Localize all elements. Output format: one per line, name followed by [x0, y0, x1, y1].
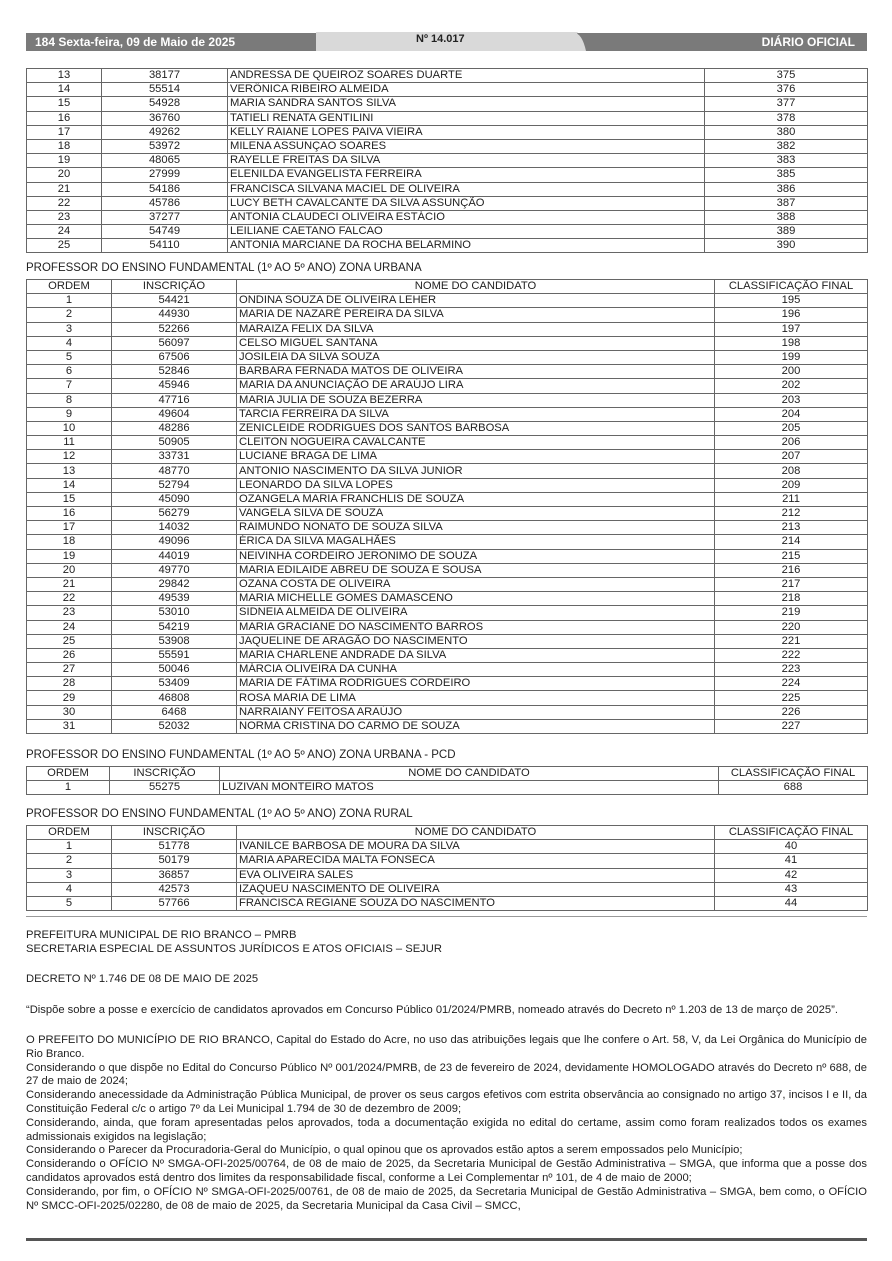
cell-inscricao: 46808 [112, 691, 237, 705]
cell-nome: LUCY BETH CAVALCANTE DA SILVA ASSUNÇÃO [228, 196, 705, 210]
cell-classificacao: 221 [715, 634, 868, 648]
cell-nome: KELLY RAIANE LOPES PAIVA VIEIRA [228, 125, 705, 139]
decree-summary [26, 1004, 867, 1018]
section-title-urbana: PROFESSOR DO ENSINO FUNDAMENTAL (1º AO 5º ANO) ZONA URBANA [26, 262, 422, 274]
cell-inscricao: 49604 [112, 407, 237, 421]
cell-nome: ANTONIA MARCIANE DA ROCHA BELARMINO [228, 239, 705, 253]
cell-inscricao: 54219 [112, 620, 237, 634]
cell-nome: MÁRCIA OLIVEIRA DA CUNHA [237, 663, 715, 677]
cell-ordem: 4 [27, 336, 112, 350]
table-row [27, 407, 868, 421]
cell-nome: OZANA COSTA DE OLIVEIRA [237, 577, 715, 591]
col-classificacao: CLASSIFICAÇÃO FINAL [715, 826, 868, 840]
cell-inscricao: 38177 [102, 69, 228, 83]
section-title-rural: PROFESSOR DO ENSINO FUNDAMENTAL (1º AO 5º ANO) ZONA RURAL [26, 808, 413, 820]
table-row [27, 322, 868, 336]
cell-classificacao: 208 [715, 464, 868, 478]
cell-inscricao: 53908 [112, 634, 237, 648]
cell-ordem: 1 [27, 840, 112, 854]
cell-inscricao: 52032 [112, 719, 237, 733]
cell-classificacao: 198 [715, 336, 868, 350]
col-ordem: ORDEM [27, 280, 112, 294]
cell-classificacao: 390 [705, 239, 868, 253]
table-row [27, 896, 868, 910]
table-row [27, 225, 868, 239]
cell-nome: IZAQUEU NASCIMENTO DE OLIVEIRA [237, 882, 715, 896]
cell-ordem: 10 [27, 421, 112, 435]
cell-classificacao: 213 [715, 521, 868, 535]
org-line-2: SECRETARIA ESPECIAL DE ASSUNTOS JURÍDICOS E ATOS OFICIAIS – SEJUR [26, 942, 442, 955]
table-row [27, 563, 868, 577]
cell-nome: VERÔNICA RIBEIRO ALMEIDA [228, 83, 705, 97]
col-classificacao: CLASSIFICAÇÃO FINAL [719, 767, 868, 781]
cell-ordem: 17 [27, 521, 112, 535]
cell-classificacao: 382 [705, 139, 868, 153]
cell-nome: SIDNEIA ALMEIDA DE OLIVEIRA [237, 606, 715, 620]
cell-classificacao: 197 [715, 322, 868, 336]
cell-nome: NORMA CRISTINA DO CARMO DE SOUZA [237, 719, 715, 733]
cell-nome: MARIA SANDRA SANTOS SILVA [228, 97, 705, 111]
cell-ordem: 4 [27, 882, 112, 896]
cell-classificacao: 207 [715, 450, 868, 464]
cell-nome: MARIA APARECIDA MALTA FONSECA [237, 854, 715, 868]
cell-inscricao: 54928 [102, 97, 228, 111]
cell-classificacao: 219 [715, 606, 868, 620]
cell-inscricao: 44930 [112, 308, 237, 322]
table-row [27, 492, 868, 506]
table-row [27, 168, 868, 182]
cell-ordem: 24 [27, 225, 102, 239]
cell-inscricao: 50179 [112, 854, 237, 868]
cell-classificacao: 43 [715, 882, 868, 896]
table-row [27, 436, 868, 450]
cell-classificacao: 218 [715, 592, 868, 606]
table-row [27, 592, 868, 606]
cell-ordem: 30 [27, 705, 112, 719]
col-ordem: ORDEM [27, 826, 112, 840]
cell-classificacao: 222 [715, 648, 868, 662]
table-row [27, 606, 868, 620]
cell-inscricao: 56279 [112, 507, 237, 521]
cell-inscricao: 44019 [112, 549, 237, 563]
cell-classificacao: 377 [705, 97, 868, 111]
cell-inscricao: 49096 [112, 535, 237, 549]
cell-inscricao: 54186 [102, 182, 228, 196]
cell-nome: TATIELI RENATA GENTILINI [228, 111, 705, 125]
cell-classificacao: 375 [705, 69, 868, 83]
cell-nome: ANTONIA CLAUDECI OLIVEIRA ESTÁCIO [228, 210, 705, 224]
table-row [27, 507, 868, 521]
cell-classificacao: 40 [715, 840, 868, 854]
cell-ordem: 28 [27, 677, 112, 691]
table-row [27, 691, 868, 705]
cell-nome: LEILIANE CAETANO FALCAO [228, 225, 705, 239]
publication-name: DIÁRIO OFICIAL [761, 35, 855, 49]
cell-inscricao: 33731 [112, 450, 237, 464]
cell-classificacao: 227 [715, 719, 868, 733]
table-row [27, 634, 868, 648]
cell-ordem: 16 [27, 507, 112, 521]
cell-nome: LUCIANE BRAGA DE LIMA [237, 450, 715, 464]
cell-nome: LEONARDO DA SILVA LOPES [237, 478, 715, 492]
cell-nome: MARIA GRACIANE DO NASCIMENTO BARROS [237, 620, 715, 634]
decree-paragraph: Considerando o Parecer da Procuradoria-Geral do Município, o qual opinou que os aprovados estão aptos a serem empossados pelo Município; [26, 1144, 743, 1157]
cell-inscricao: 14032 [112, 521, 237, 535]
table-row [27, 868, 868, 882]
cell-classificacao: 209 [715, 478, 868, 492]
page-date: 184 Sexta-feira, 09 de Maio de 2025 [35, 35, 236, 49]
table-row [27, 97, 868, 111]
col-nome: NOME DO CANDIDATO [237, 826, 715, 840]
cell-inscricao: 50046 [112, 663, 237, 677]
table-header-row [27, 826, 868, 840]
table-row [27, 450, 868, 464]
table-row [27, 139, 868, 153]
cell-classificacao: 220 [715, 620, 868, 634]
cell-nome: CELSO MIGUEL SANTANA [237, 336, 715, 350]
section-divider [26, 916, 867, 917]
cell-ordem: 31 [27, 719, 112, 733]
cell-nome: MARIA EDILAIDE ABREU DE SOUZA E SOUSA [237, 563, 715, 577]
cell-classificacao: 204 [715, 407, 868, 421]
cell-ordem: 21 [27, 577, 112, 591]
cell-nome: ÉRICA DA SILVA MAGALHÃES [237, 535, 715, 549]
cell-nome: VANGELA SILVA DE SOUZA [237, 507, 715, 521]
cell-ordem: 15 [27, 492, 112, 506]
cell-inscricao: 50905 [112, 436, 237, 450]
cell-ordem: 3 [27, 322, 112, 336]
cell-nome: ONDINA SOUZA DE OLIVEIRA LEHER [237, 294, 715, 308]
col-nome: NOME DO CANDIDATO [237, 280, 715, 294]
table-pcd-block [26, 766, 867, 795]
table-row [27, 239, 868, 253]
table-row [27, 196, 868, 210]
cell-ordem: 14 [27, 83, 102, 97]
table-row [27, 69, 868, 83]
col-ordem: ORDEM [27, 767, 110, 781]
cell-ordem: 24 [27, 620, 112, 634]
cell-classificacao: 389 [705, 225, 868, 239]
cell-nome: JOSILEIA DA SILVA SOUZA [237, 350, 715, 364]
cell-nome: NARRAIANY FEITOSA ARAÚJO [237, 705, 715, 719]
table-row [27, 365, 868, 379]
cell-classificacao: 217 [715, 577, 868, 591]
col-inscricao: INSCRIÇÃO [112, 280, 237, 294]
cell-inscricao: 53409 [112, 677, 237, 691]
table-row [27, 705, 868, 719]
table-row [27, 421, 868, 435]
bottom-rule [26, 1238, 867, 1241]
cell-ordem: 20 [27, 563, 112, 577]
cell-nome: MARIA DE FÁTIMA RODRIGUES CORDEIRO [237, 677, 715, 691]
cell-ordem: 14 [27, 478, 112, 492]
table-row [27, 549, 868, 563]
cell-nome: MARIA MICHELLE GOMES DAMASCENO [237, 592, 715, 606]
col-inscricao: INSCRIÇÃO [110, 767, 220, 781]
cell-ordem: 8 [27, 393, 112, 407]
cell-ordem: 29 [27, 691, 112, 705]
cell-ordem: 12 [27, 450, 112, 464]
cell-ordem: 17 [27, 125, 102, 139]
cell-nome: MARIA DA ANUNCIAÇÃO DE ARAÚJO LIRA [237, 379, 715, 393]
cell-inscricao: 6468 [112, 705, 237, 719]
cell-nome: MARAIZA FELIX DA SILVA [237, 322, 715, 336]
cell-inscricao: 48770 [112, 464, 237, 478]
cell-classificacao: 199 [715, 350, 868, 364]
cell-nome: RAYELLE FREITAS DA SILVA [228, 154, 705, 168]
table-header-row [27, 767, 868, 781]
decree-summary-text: “Dispõe sobre a posse e exercício de candidatos aprovados em Concurso Público 01/2024/PMRB, nomeado através do Decreto nº 1.203 de 13 de março de 2025”. [26, 1004, 838, 1016]
cell-classificacao: 387 [705, 196, 868, 210]
cell-ordem: 9 [27, 407, 112, 421]
cell-nome: EVA OLIVEIRA SALES [237, 868, 715, 882]
cell-inscricao: 54110 [102, 239, 228, 253]
cell-inscricao: 49770 [112, 563, 237, 577]
decree-paragraph: Considerando anecessidade da Administração Pública Municipal, de prover os seus cargos efetivos com estrita observância ao consignado no artigo 37, incisos I e II, da Constituição Federal c/c o artigo 7º da Lei Municipal 1.794 de 30 de dezembro de 2009; [26, 1089, 867, 1115]
table-row [27, 478, 868, 492]
cell-inscricao: 56097 [112, 336, 237, 350]
cell-ordem: 13 [27, 464, 112, 478]
cell-classificacao: 380 [705, 125, 868, 139]
cell-inscricao: 49539 [112, 592, 237, 606]
cell-ordem: 20 [27, 168, 102, 182]
cell-classificacao: 203 [715, 393, 868, 407]
cell-inscricao: 54749 [102, 225, 228, 239]
table-row [27, 677, 868, 691]
cell-ordem: 25 [27, 239, 102, 253]
cell-inscricao: 55275 [110, 781, 220, 795]
cell-nome: FRANCISCA REGIANE SOUZA DO NASCIMENTO [237, 896, 715, 910]
cell-nome: MARIA JULIA DE SOUZA BEZERRA [237, 393, 715, 407]
cell-inscricao: 48286 [112, 421, 237, 435]
table-row [27, 577, 868, 591]
cell-nome: ROSA MARIA DE LIMA [237, 691, 715, 705]
cell-inscricao: 42573 [112, 882, 237, 896]
cell-nome: LUZIVAN MONTEIRO MATOS [220, 781, 719, 795]
section-title-pcd: PROFESSOR DO ENSINO FUNDAMENTAL (1º AO 5º ANO) ZONA URBANA - PCD [26, 749, 456, 761]
table-row [27, 719, 868, 733]
cell-ordem: 21 [27, 182, 102, 196]
cell-ordem: 18 [27, 535, 112, 549]
cell-ordem: 13 [27, 69, 102, 83]
cell-classificacao: 44 [715, 896, 868, 910]
table-row [27, 882, 868, 896]
cell-nome: MARIA DE NAZARÉ PEREIRA DA SILVA [237, 308, 715, 322]
table-row [27, 83, 868, 97]
cell-classificacao: 206 [715, 436, 868, 450]
cell-inscricao: 48065 [102, 154, 228, 168]
page-header [26, 32, 867, 52]
cell-inscricao: 29842 [112, 577, 237, 591]
cell-nome: TARCIA FERREIRA DA SILVA [237, 407, 715, 421]
cell-nome: ANDRESSA DE QUEIROZ SOARES DUARTE [228, 69, 705, 83]
cell-inscricao: 57766 [112, 896, 237, 910]
cell-ordem: 15 [27, 97, 102, 111]
cell-ordem: 23 [27, 210, 102, 224]
rural-table [26, 825, 868, 911]
continued-table [26, 68, 868, 253]
cell-ordem: 25 [27, 634, 112, 648]
cell-inscricao: 45786 [102, 196, 228, 210]
table-continued-block [26, 68, 867, 253]
cell-classificacao: 225 [715, 691, 868, 705]
issue-number: Nº 14.017 [416, 33, 465, 45]
table-row [27, 648, 868, 662]
cell-inscricao: 27999 [102, 168, 228, 182]
cell-inscricao: 53972 [102, 139, 228, 153]
table-row [27, 781, 868, 795]
decree-paragraph: O PREFEITO DO MUNICÍPIO DE RIO BRANCO, Capital do Estado do Acre, no uso das atribuições legais que lhe confere o Art. 58, V, da Lei Orgânica do Município de Rio Branco. [26, 1034, 867, 1060]
cell-ordem: 2 [27, 308, 112, 322]
cell-classificacao: 211 [715, 492, 868, 506]
table-row [27, 154, 868, 168]
table-row [27, 535, 868, 549]
cell-nome: NEIVINHA CORDEIRO JERONIMO DE SOUZA [237, 549, 715, 563]
table-row [27, 111, 868, 125]
table-row [27, 308, 868, 322]
table-row [27, 182, 868, 196]
cell-nome: ZENICLEIDE RODRIGUES DOS SANTOS BARBOSA [237, 421, 715, 435]
cell-inscricao: 54421 [112, 294, 237, 308]
table-row [27, 210, 868, 224]
cell-classificacao: 386 [705, 182, 868, 196]
cell-inscricao: 36760 [102, 111, 228, 125]
decree-org [26, 929, 867, 957]
cell-ordem: 22 [27, 592, 112, 606]
cell-inscricao: 55591 [112, 648, 237, 662]
table-row [27, 336, 868, 350]
cell-inscricao: 67506 [112, 350, 237, 364]
col-inscricao: INSCRIÇÃO [112, 826, 237, 840]
cell-classificacao: 383 [705, 154, 868, 168]
table-row [27, 854, 868, 868]
cell-nome: ANTONIO NASCIMENTO DA SILVA JUNIOR [237, 464, 715, 478]
cell-inscricao: 36857 [112, 868, 237, 882]
decree-paragraph: Considerando o que dispõe no Edital do Concurso Público Nº 001/2024/PMRB, de 23 de fevereiro de 2024, devidamente HOMOLOGADO através do Decreto nº 688, de 27 de maio de 2024; [26, 1061, 867, 1088]
decree-body [26, 1034, 867, 1213]
cell-classificacao: 224 [715, 677, 868, 691]
cell-nome: RAIMUNDO NONATO DE SOUZA SILVA [237, 521, 715, 535]
cell-classificacao: 41 [715, 854, 868, 868]
col-classificacao: CLASSIFICAÇÃO FINAL [715, 280, 868, 294]
table-rural-block [26, 825, 867, 911]
table-row [27, 125, 868, 139]
table-row [27, 350, 868, 364]
cell-ordem: 3 [27, 868, 112, 882]
cell-inscricao: 52266 [112, 322, 237, 336]
cell-classificacao: 215 [715, 549, 868, 563]
cell-ordem: 18 [27, 139, 102, 153]
cell-ordem: 26 [27, 648, 112, 662]
cell-inscricao: 45090 [112, 492, 237, 506]
cell-nome: OZANGELA MARIA FRANCHLIS DE SOUZA [237, 492, 715, 506]
cell-ordem: 22 [27, 196, 102, 210]
cell-ordem: 27 [27, 663, 112, 677]
pcd-table [26, 766, 868, 795]
cell-ordem: 7 [27, 379, 112, 393]
cell-classificacao: 223 [715, 663, 868, 677]
table-urbana-block [26, 279, 867, 734]
cell-classificacao: 226 [715, 705, 868, 719]
cell-ordem: 5 [27, 896, 112, 910]
cell-nome: CLEITON NOGUEIRA CAVALCANTE [237, 436, 715, 450]
cell-inscricao: 51778 [112, 840, 237, 854]
col-nome: NOME DO CANDIDATO [220, 767, 719, 781]
cell-ordem: 1 [27, 294, 112, 308]
cell-classificacao: 688 [719, 781, 868, 795]
cell-inscricao: 47716 [112, 393, 237, 407]
cell-classificacao: 195 [715, 294, 868, 308]
cell-nome: FRANCISCA SILVANA MACIEL DE OLIVEIRA [228, 182, 705, 196]
cell-inscricao: 37277 [102, 210, 228, 224]
decree-paragraph: Considerando, por fim, o OFÍCIO Nº SMGA-OFI-2025/00761, de 08 de maio de 2025, da Secretaria Municipal de Gestão Administrativa – SMGA, bem como, o OFÍCIO Nº SMCC-OFI-2025/02280, de 08 de maio de 2025, da Secretaria Municipal da Casa Civil – SMCC, [26, 1185, 867, 1212]
cell-inscricao: 52846 [112, 365, 237, 379]
cell-classificacao: 214 [715, 535, 868, 549]
cell-classificacao: 376 [705, 83, 868, 97]
decree-paragraph: Considerando o OFÍCIO Nº SMGA-OFI-2025/00764, de 08 de maio de 2025, da Secretaria Municipal de Gestão Administrativa – SMGA, que informa que a posse dos candidatos aprovados está dentro dos limites da responsabilidade fiscal, conforme a Lei Complementar nº 101, de 4 de maio de 2000; [26, 1158, 867, 1184]
cell-ordem: 19 [27, 549, 112, 563]
cell-inscricao: 55514 [102, 83, 228, 97]
table-row [27, 294, 868, 308]
cell-ordem: 11 [27, 436, 112, 450]
table-row [27, 464, 868, 478]
cell-inscricao: 49262 [102, 125, 228, 139]
cell-nome: BARBARA FERNADA MATOS DE OLIVEIRA [237, 365, 715, 379]
cell-inscricao: 53010 [112, 606, 237, 620]
decree-title [26, 973, 867, 987]
table-row [27, 620, 868, 634]
cell-classificacao: 388 [705, 210, 868, 224]
cell-classificacao: 212 [715, 507, 868, 521]
cell-ordem: 5 [27, 350, 112, 364]
cell-inscricao: 45946 [112, 379, 237, 393]
decree-paragraph: Considerando, ainda, que foram apresentadas pelos aprovados, toda a documentação exigida no edital do certame, assim como foram realizados todos os exames admissionais exigidos na legislação; [26, 1116, 867, 1143]
cell-classificacao: 385 [705, 168, 868, 182]
cell-nome: IVANILCE BARBOSA DE MOURA DA SILVA [237, 840, 715, 854]
cell-ordem: 6 [27, 365, 112, 379]
cell-ordem: 16 [27, 111, 102, 125]
cell-classificacao: 202 [715, 379, 868, 393]
table-row [27, 663, 868, 677]
table-row [27, 379, 868, 393]
cell-classificacao: 216 [715, 563, 868, 577]
table-row [27, 840, 868, 854]
table-header-row [27, 280, 868, 294]
cell-nome: MILENA ASSUNÇAO SOARES [228, 139, 705, 153]
cell-ordem: 23 [27, 606, 112, 620]
org-line-1: PREFEITURA MUNICIPAL DE RIO BRANCO – PMRB [26, 929, 297, 941]
cell-ordem: 2 [27, 854, 112, 868]
table-row [27, 393, 868, 407]
cell-ordem: 19 [27, 154, 102, 168]
table-row [27, 521, 868, 535]
decree-title-text: DECRETO Nº 1.746 DE 08 DE MAIO DE 2025 [26, 973, 259, 985]
cell-classificacao: 200 [715, 365, 868, 379]
cell-classificacao: 378 [705, 111, 868, 125]
cell-inscricao: 52794 [112, 478, 237, 492]
cell-nome: JAQUELINE DE ARAGÃO DO NASCIMENTO [237, 634, 715, 648]
cell-nome: MARIA CHARLENE ANDRADE DA SILVA [237, 648, 715, 662]
cell-ordem: 1 [27, 781, 110, 795]
cell-classificacao: 196 [715, 308, 868, 322]
cell-classificacao: 42 [715, 868, 868, 882]
cell-classificacao: 205 [715, 421, 868, 435]
urbana-table [26, 279, 868, 734]
cell-nome: ELENILDA EVANGELISTA FERREIRA [228, 168, 705, 182]
